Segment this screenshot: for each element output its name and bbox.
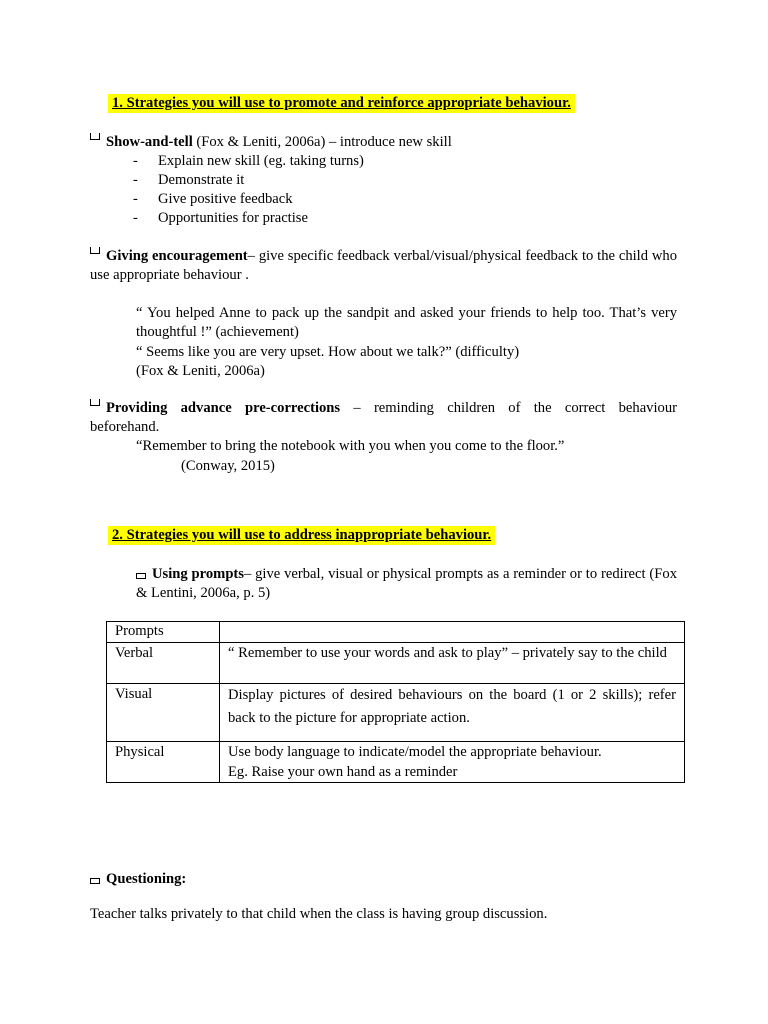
list-item: - Explain new skill (eg. taking turns) [133,152,364,171]
precorrections-citation: (Conway, 2015) [181,458,275,474]
list-item: - Demonstrate it [133,171,364,190]
table-cell: Display pictures of desired behaviours on the board (1 or 2 skills); refer back to the picture for appropriate action. [220,684,685,742]
questioning-text: Teacher talks privately to that child when the class is having group discussion. [90,906,548,922]
prompts-intro-block [136,565,677,603]
list-item: - Give positive feedback [133,190,364,209]
precorrections-title: Providing advance pre-corrections [106,400,341,416]
show-and-tell-block [90,133,690,152]
table-row [107,622,685,643]
encouragement-block [90,247,677,285]
bullet-icon [90,399,100,406]
table-cell: Visual [107,684,220,742]
prompts-intro-title: Using prompts [152,566,244,582]
encouragement-quote-2: “ Seems like you are very upset. How about we talk?” (difficulty) [136,344,520,360]
bullet-icon [90,247,100,254]
bullet-icon [136,573,146,579]
prompts-intro-text: – give verbal, visual or physical prompts as a reminder or to redirect (Fox & Lentini, 2006a, p. 5) [136,566,677,601]
table-cell-line: Use body language to indicate/model the appropriate behaviour. [228,744,602,760]
table-cell: “ Remember to use your words and ask to play” – privately say to the child [220,643,685,684]
table-cell [220,622,685,643]
table-row [107,643,685,684]
table-row [107,742,685,783]
table-row [107,684,685,742]
show-and-tell-title: Show-and-tell [106,134,193,150]
prompts-table [106,621,685,783]
show-and-tell-text: (Fox & Leniti, 2006a) – introduce new skill [192,134,452,150]
table-cell [220,742,685,783]
questioning-title: Questioning: [106,871,187,887]
table-cell: Verbal [107,643,220,684]
encouragement-citation: (Fox & Leniti, 2006a) [136,363,265,379]
encouragement-quote-1: “ You helped Anne to pack up the sandpit and asked your friends to help too. That’s very thoughtful !” (achievement) [136,305,677,340]
questioning-block [90,870,186,889]
bullet-icon [90,878,100,884]
section2-heading: 2. Strategies you will use to address inappropriate behaviour. [108,526,495,545]
show-and-tell-list [133,152,364,228]
precorrections-quote: “Remember to bring the notebook with you when you come to the floor.” [136,438,565,454]
table-cell: Physical [107,742,220,783]
precorrections-block [90,399,677,437]
encouragement-title: Giving encouragement [106,248,248,264]
table-header-cell: Prompts [107,622,220,643]
bullet-icon [90,133,100,140]
list-item: - Opportunities for practise [133,209,364,228]
precorrections-text: – reminding children of the correct behaviour beforehand. [90,400,677,435]
section1-heading: 1. Strategies you will use to promote and reinforce appropriate behaviour. [108,94,575,113]
table-cell-line: Eg. Raise your own hand as a reminder [228,764,458,780]
encouragement-text: – give specific feedback verbal/visual/physical feedback to the child who use appropriate behaviour . [90,248,678,283]
